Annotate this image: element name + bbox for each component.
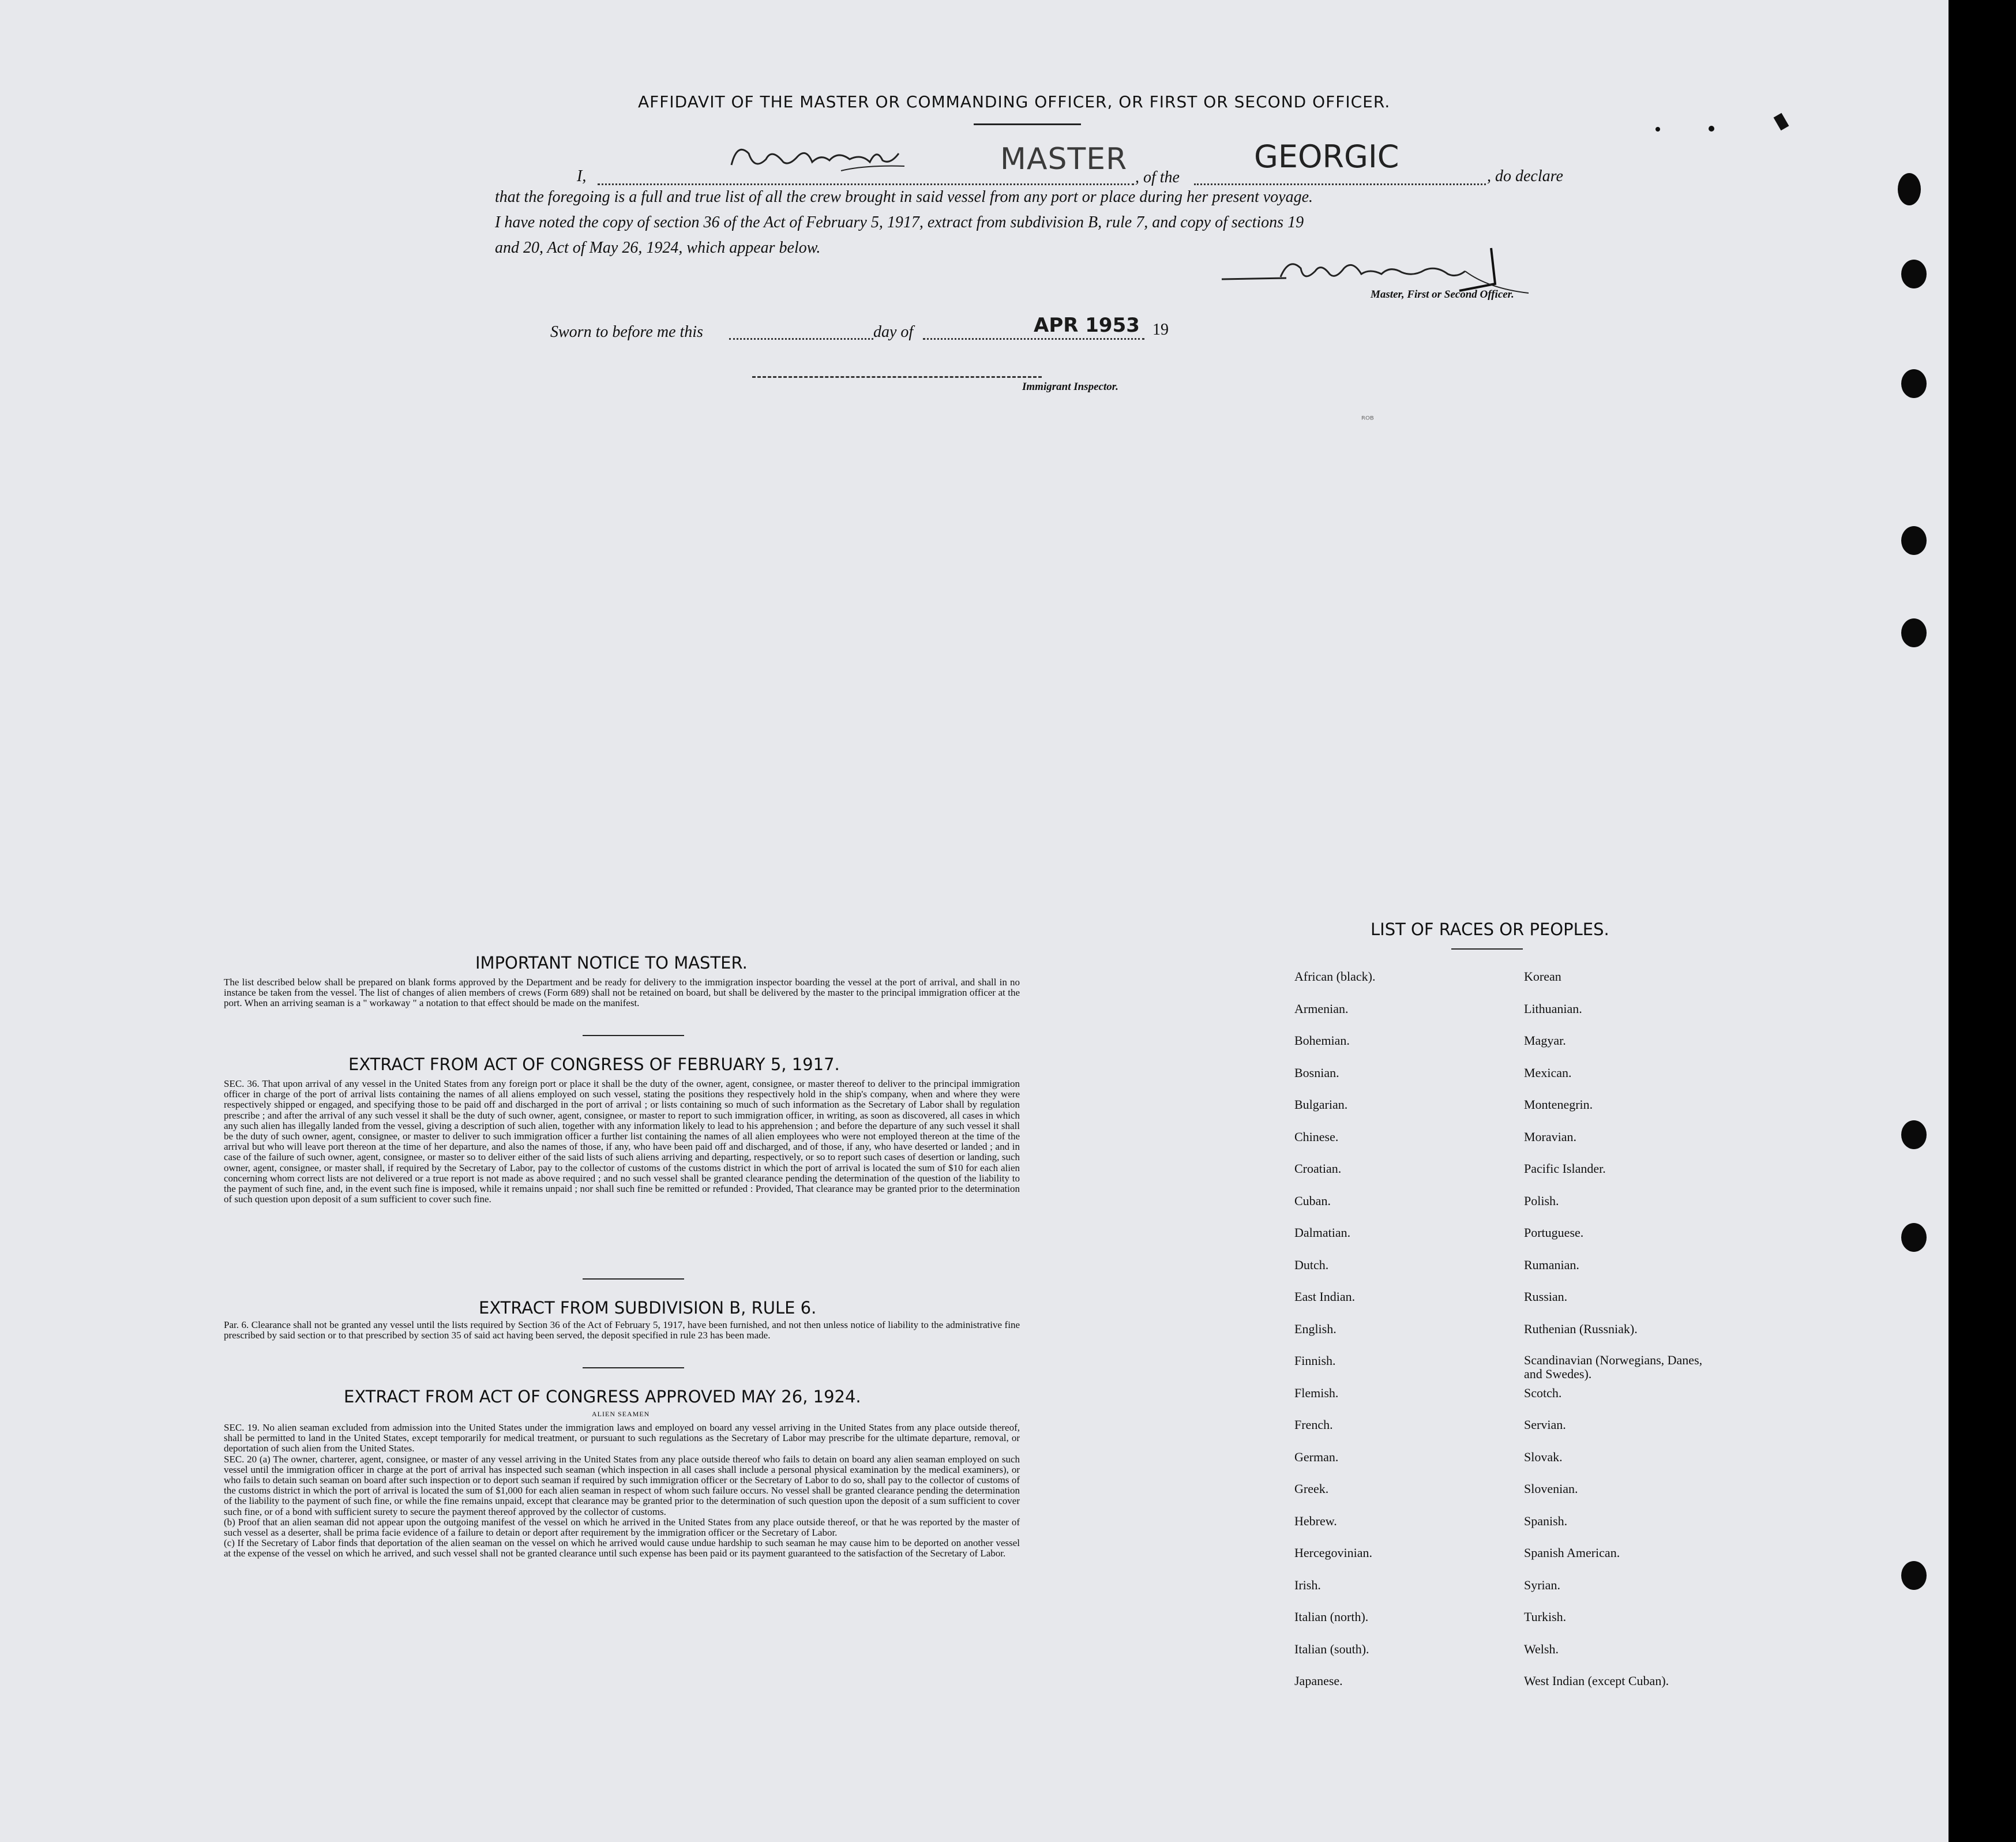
faint-mark: ᴿᴼᴮ bbox=[1361, 414, 1374, 425]
race-entry: West Indian (except Cuban). bbox=[1524, 1674, 1669, 1688]
race-entry: Italian (north). bbox=[1294, 1610, 1369, 1624]
race-entry: Pacific Islander. bbox=[1524, 1161, 1606, 1176]
punch-hole bbox=[1901, 260, 1927, 288]
race-entry: German. bbox=[1294, 1449, 1339, 1464]
race-entry: Finnish. bbox=[1294, 1353, 1336, 1368]
race-entry: Polish. bbox=[1524, 1193, 1559, 1208]
race-entry: Hebrew. bbox=[1294, 1513, 1337, 1528]
punch-hole bbox=[1901, 1561, 1927, 1590]
ink-spot bbox=[1709, 126, 1714, 132]
race-entry: Chinese. bbox=[1294, 1129, 1339, 1144]
declaration-line-3: and 20, Act of May 26, 1924, which appear below. bbox=[495, 239, 821, 257]
vessel-name-stamp: GEORGIC bbox=[1254, 138, 1399, 175]
race-entry: Moravian. bbox=[1524, 1129, 1577, 1144]
race-entry: Bulgarian. bbox=[1294, 1097, 1348, 1112]
race-entry: Servian. bbox=[1524, 1417, 1566, 1432]
race-entry: Turkish. bbox=[1524, 1610, 1567, 1624]
year-prefix: 19 bbox=[1152, 321, 1169, 339]
notice-heading: IMPORTANT NOTICE TO MASTER. bbox=[475, 953, 748, 973]
name-field-line bbox=[598, 183, 1134, 185]
race-entry: Bohemian. bbox=[1294, 1033, 1350, 1048]
ink-spot bbox=[1655, 127, 1660, 132]
act-1924-subheading: ALIEN SEAMEN bbox=[592, 1410, 650, 1418]
race-entry: Korean bbox=[1524, 969, 1561, 984]
race-entry: Flemish. bbox=[1294, 1385, 1339, 1400]
races-heading: LIST OF RACES OR PEOPLES. bbox=[1371, 920, 1609, 939]
race-entry: Lithuanian. bbox=[1524, 1001, 1582, 1016]
race-entry: Irish. bbox=[1294, 1577, 1321, 1592]
races-divider bbox=[1451, 948, 1523, 950]
punch-hole bbox=[1901, 1120, 1927, 1149]
race-entry: Russian. bbox=[1524, 1289, 1568, 1304]
punch-hole bbox=[1898, 173, 1921, 205]
punch-hole bbox=[1901, 618, 1927, 647]
punch-hole bbox=[1901, 526, 1927, 555]
race-entry: Syrian. bbox=[1524, 1577, 1560, 1592]
vessel-field-line bbox=[1194, 183, 1486, 185]
rule6-divider bbox=[583, 1367, 684, 1368]
declarant-prefix: I, bbox=[577, 167, 587, 185]
race-entry: Montenegrin. bbox=[1524, 1097, 1593, 1112]
scan-border-right bbox=[1949, 0, 2016, 1842]
race-entry: Welsh. bbox=[1524, 1641, 1559, 1656]
race-entry: Armenian. bbox=[1294, 1001, 1349, 1016]
race-entry: Spanish. bbox=[1524, 1513, 1568, 1528]
handwritten-name-signature bbox=[726, 130, 916, 182]
affidavit-title: AFFIDAVIT OF THE MASTER OR COMMANDING OFFICER, OR FIRST OR SECOND OFFICER. bbox=[638, 92, 1391, 111]
race-entry: Cuban. bbox=[1294, 1193, 1331, 1208]
race-entry: Dutch. bbox=[1294, 1257, 1329, 1272]
sworn-month-line bbox=[923, 338, 1144, 340]
ink-spot bbox=[1774, 113, 1789, 131]
race-entry: French. bbox=[1294, 1417, 1333, 1432]
declaration-line-1: that the foregoing is a full and true list of all the crew brought in said vessel from any port or place during her present voyage. bbox=[495, 188, 1313, 206]
race-entry: Dalmatian. bbox=[1294, 1225, 1351, 1240]
date-stamp: APR 1953 bbox=[1034, 314, 1140, 337]
inspector-line bbox=[752, 376, 1042, 378]
race-entry: Ruthenian (Russniak). bbox=[1524, 1321, 1638, 1336]
act-1924-heading: EXTRACT FROM ACT OF CONGRESS APPROVED MAY 26, 1924. bbox=[344, 1387, 861, 1406]
declaration-line-2: I have noted the copy of section 36 of the Act of February 5, 1917, extract from subdivision B, rule 7, and copy of sections 19 bbox=[495, 213, 1304, 231]
race-entry: Spanish American. bbox=[1524, 1545, 1620, 1560]
rule6-heading: EXTRACT FROM SUBDIVISION B, RULE 6. bbox=[479, 1298, 817, 1318]
do-declare-label: , do declare bbox=[1487, 167, 1563, 185]
race-entry: Scotch. bbox=[1524, 1385, 1562, 1400]
race-entry: African (black). bbox=[1294, 969, 1376, 984]
notice-body: The list described below shall be prepared on blank forms approved by the Department and be ready for delivery to the immigration inspector boarding the vessel at the port of arrival, and shall in no instance be taken from the vessel. The list of changes of alien members of crews (Form 689) shall not be retained on board, but shall be delivered by the master to the principal immigration officer at the port. When an arriving seaman is a " workaway " a notation to that effect should be made on the manifest. bbox=[224, 977, 1020, 1009]
race-entry: Portuguese. bbox=[1524, 1225, 1584, 1240]
rule6-body: Par. 6. Clearance shall not be granted any vessel until the lists required by Section 36 of the Act of February 5, 1917, have been furnished, and not then unless notice of liability to the administrative fine prescribed by said section or to that prescribed by section 35 of said act having been served, the deposit specified in rule 23 has been made. bbox=[224, 1319, 1020, 1341]
act-1917-heading: EXTRACT FROM ACT OF CONGRESS OF FEBRUARY 5, 1917. bbox=[348, 1055, 840, 1074]
race-entry: English. bbox=[1294, 1321, 1337, 1336]
inspector-label: Immigrant Inspector. bbox=[1022, 381, 1118, 393]
title-divider bbox=[974, 123, 1081, 125]
act-1924-body: SEC. 19. No alien seaman excluded from admission into the United States under the immigration laws and employed on board any vessel arriving in the United States from any place outside thereof, shall be permitted to land in the United States, except temporarily for medical treatment, or pursuant to such regulations as the Secretary of Labor may prescribe for the ultimate departure, removal, or deportation of such alien from the United States. SEC. 20 (a) The owner, charterer, agent, consignee, or master of any vessel arriving in the United States from any place outside thereof who fails to detain on board any alien seaman employed on such vessel until the immigration officer in charge at the port of arrival has inspected such seaman (which inspection in all cases shall include a personal physical examination by the medical examiners), or who fails to detain such seaman on board after such inspection or to deport such seaman if required by such immigration officer or the Secretary of Labor to do so, shall pay to the collector of customs of the customs district in which the port of arrival is located the sum of $1,000 for each alien seaman in respect of whom such failure occurs. No vessel shall be granted clearance pending the determination of the liability to the payment of such fine, or while the fine remains unpaid, except that clearance may be granted prior to the determination of such question upon the deposit of a sum sufficient to cover such fine, or of a bond with sufficient surety to secure the payment thereof approved by the collector of customs. (b) Proof that an alien seaman did not appear upon the outgoing manifest of the vessel on which he arrived in the United States from any place outside thereof, or that he was reported by the master of such vessel as a deserter, shall be prima facie evidence of a failure to detain or deport after requirement by the immigration officer or the Secretary of Labor. (c) If the Secretary of Labor finds that deportation of the alien seaman on the vessel on which he arrived would cause undue hardship to such seaman he may cause him to be deported on another vessel at the expense of the vessel on which he arrived, and such vessel shall not be granted clearance until such expense has been paid or its payment guaranteed to the satisfaction of the Secretary of Labor. bbox=[224, 1422, 1020, 1559]
day-of-label: day of bbox=[873, 323, 914, 341]
race-entry: Bosnian. bbox=[1294, 1065, 1339, 1080]
race-entry: Hercegovinian. bbox=[1294, 1545, 1372, 1560]
race-entry: Croatian. bbox=[1294, 1161, 1342, 1176]
race-entry: Magyar. bbox=[1524, 1033, 1566, 1048]
of-the-label: , of the bbox=[1135, 168, 1180, 186]
signer-title: Master, First or Second Officer. bbox=[1371, 288, 1514, 301]
race-entry: Japanese. bbox=[1294, 1674, 1343, 1688]
race-entry: Rumanian. bbox=[1524, 1257, 1579, 1272]
race-entry: Slovenian. bbox=[1524, 1481, 1578, 1496]
sworn-day-line bbox=[729, 338, 873, 340]
race-entry: Scandinavian (Norwegians, Danes, and Swedes). bbox=[1524, 1353, 1703, 1381]
act-1917-body: SEC. 36. That upon arrival of any vessel in the United States from any foreign port or place it shall be the duty of the owner, agent, consignee, or master thereof to deliver to the principal immigration officer in charge of the port of arrival lists containing the names of all aliens employed on such vessel, stating the positions they respectively hold in the ship's company, when and where they were respectively shipped or engaged, and specifying those to be paid off and discharged in the port of arrival ; or lists containing so much of such information as the Secretary of Labor shall by regulation prescribe ; and after the arrival of any such vessel it shall be the duty of such owner, agent, consignee, or master to report to such immigration officer, in writing, as soon as discovered, all cases in which any such alien has illegally landed from the vessel, giving a description of such alien, together with any information likely to lead to his apprehension ; and before the departure of any such vessel it shall be the duty of such owner, agent, consignee, or master to deliver to such immigration officer a further list containing the names of all alien employees who were not employed thereon at the time of the arrival but who will leave port thereon at the time of her departure, and also the names of those, if any, who have been paid off and discharged, and of those, if any, who have deserted or landed ; and in case of the failure of such owner, agent, consignee, or master so to deliver either of the said lists of such aliens arriving and departing, respectively, or so to report such cases of desertion or landing, such owner, agent, consignee, or master shall, if required by the Secretary of Labor, pay to the collector of customs of the customs district in which the port of arrival is located the sum of $10 for each alien concerning whom correct lists are not delivered or a true report is not made as above required ; and no such vessel shall be granted clearance pending the determination of the question of the liability to the payment of such fine, and, in the event such fine is imposed, while it remains unpaid ; nor shall such fine be remitted or refunded : Provided, That clearance may be granted prior to the determination of such question upon deposit of a sum sufficient to cover such fine. bbox=[224, 1078, 1020, 1205]
act-1917-divider bbox=[583, 1278, 684, 1280]
punch-hole bbox=[1901, 1223, 1927, 1252]
race-entry: Mexican. bbox=[1524, 1065, 1572, 1080]
notice-divider bbox=[583, 1035, 684, 1036]
race-entry: East Indian. bbox=[1294, 1289, 1356, 1304]
race-entry: Slovak. bbox=[1524, 1449, 1563, 1464]
rank-stamp: MASTER bbox=[1000, 142, 1128, 177]
punch-hole bbox=[1901, 369, 1927, 398]
race-entry: Greek. bbox=[1294, 1481, 1329, 1496]
sworn-label: Sworn to before me this bbox=[550, 323, 703, 341]
race-entry: Italian (south). bbox=[1294, 1641, 1369, 1656]
